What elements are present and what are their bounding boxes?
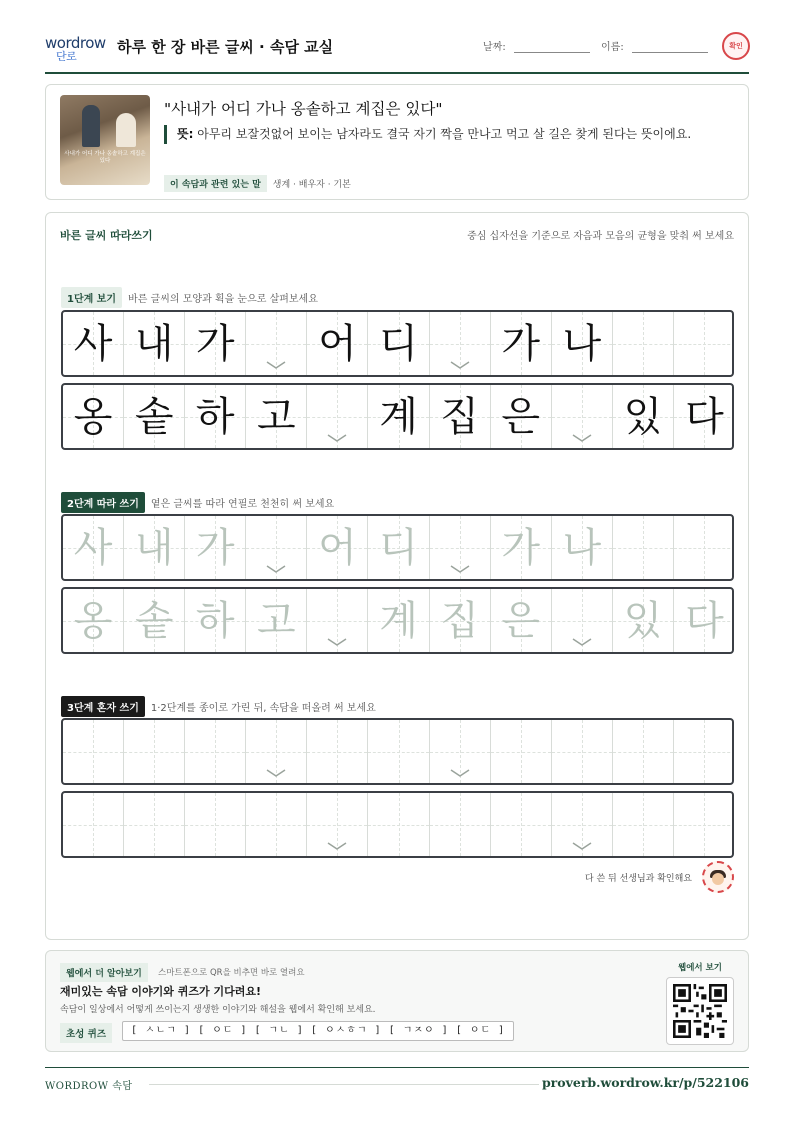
illustration-man [82,105,100,147]
quiz-label: 초성 퀴즈 [60,1023,112,1043]
web-heading: 재미있는 속담 이야기와 퀴즈가 기다려요! [60,985,261,998]
grid-cell[interactable] [430,720,491,783]
grid-cell [124,516,185,579]
grid-cell[interactable] [124,793,185,856]
grid-cell [491,589,552,652]
grid-character: 내 [134,524,174,571]
grid-character: 계 [379,393,418,440]
grid-cell [552,385,613,448]
grid-character: 솥 [134,597,174,644]
grid-character: 나 [562,320,602,367]
grid-cell [552,589,613,652]
name-line[interactable] [632,43,708,53]
grid-cell [674,385,734,448]
grid-character: 사 [73,524,113,571]
grid-cell [613,589,674,652]
grid-character: 집 [440,393,479,440]
meaning-label: 뜻: [177,127,194,141]
grid-cell[interactable] [307,720,368,783]
grid-cell [185,385,246,448]
grid-character: 사 [73,320,113,367]
space-chevron-icon [266,360,286,370]
footer-brand: WORDROW 속담 [45,1081,133,1092]
grid-character: 나 [562,524,602,571]
name-label: 이름: [601,42,624,53]
grid-character: 가 [501,320,541,367]
grid-character: 고 [257,597,296,644]
grid-cell [246,312,307,375]
stamp-face [712,873,724,885]
space-chevron-icon [327,841,347,851]
step3-line2[interactable] [61,791,734,858]
grid-cell[interactable] [246,793,307,856]
grid-character: 옹 [73,393,113,440]
step2-header [61,492,334,513]
grid-cell [63,385,124,448]
grid-cell [185,589,246,652]
grid-character: 있 [623,597,663,644]
space-chevron-icon [327,433,347,443]
date-label: 날짜: [483,42,506,53]
proverb-meaning [164,125,724,144]
qr-label: 웹에서 보기 [678,963,723,973]
grid-cell[interactable] [552,793,613,856]
step3-badge: 3단계 혼자 쓰기 [61,696,145,717]
grid-cell [307,589,368,652]
step3-line1[interactable] [61,718,734,785]
related-words [164,175,351,192]
grid-cell[interactable] [430,793,491,856]
grid-cell [307,385,368,448]
step2-line2[interactable] [61,587,734,654]
grid-cell [552,516,613,579]
grid-cell [307,516,368,579]
step1-line1 [61,310,734,377]
logo-text: wordrow [45,34,106,52]
step2-desc: 옅은 글씨를 따라 연필로 천천히 써 보세요 [150,499,335,510]
grid-cell [368,589,429,652]
grid-cell[interactable] [552,720,613,783]
related-tag: 이 속담과 관련 있는 말 [164,175,267,192]
grid-cell[interactable] [185,793,246,856]
step2-badge: 2단계 따라 쓰기 [61,492,145,513]
grid-character: 솥 [134,393,174,440]
grid-cell[interactable] [491,793,552,856]
grid-character: 가 [195,524,235,571]
step1-header [61,287,318,308]
grid-cell [613,516,674,579]
grid-cell [63,312,124,375]
web-tag-note: 스마트폰으로 QR을 비추면 바로 열려요 [158,968,305,978]
grid-cell [368,312,429,375]
teacher-stamp-icon [702,861,734,893]
grid-character: 고 [257,393,296,440]
illustration-caption: 사내가 어디 가나 옹솥하고 계집은 있다 [64,151,146,164]
date-line[interactable] [514,43,590,53]
related-words-list: 생계 · 배우자 · 기본 [272,180,351,190]
space-chevron-icon [327,637,347,647]
grid-cell[interactable] [368,720,429,783]
space-chevron-icon [572,637,592,647]
proverb-card [45,84,749,200]
grid-cell[interactable] [124,720,185,783]
grid-character: 있 [623,393,663,440]
grid-cell[interactable] [368,793,429,856]
grid-character: 옹 [73,597,113,644]
grid-cell [246,516,307,579]
grid-character: 디 [379,524,418,571]
grid-cell [430,312,491,375]
grid-cell [124,385,185,448]
space-chevron-icon [450,564,470,574]
practice-panel [45,212,749,940]
grid-cell [368,385,429,448]
grid-cell[interactable] [185,720,246,783]
step3-desc: 1·2단계를 종이로 가린 뒤, 속담을 떠올려 써 보세요 [150,703,376,714]
grid-character: 하 [195,393,235,440]
grid-cell [613,312,674,375]
grid-character: 은 [501,393,541,440]
qr-code-graphic [673,984,727,1038]
web-subtext: 속담이 일상에서 어떻게 쓰이는지 생생한 이야기와 해설을 웹에서 확인해 보세요. [60,1005,376,1015]
web-promo [45,950,749,1052]
grid-cell[interactable] [246,720,307,783]
space-chevron-icon [450,768,470,778]
grid-cell [63,516,124,579]
grid-cell [674,589,734,652]
chosung-quiz: [ ㅅㄴㄱ ] [ ㅇㄷ ] [ ㄱㄴ ] [ ㅇㅅㅎㄱ ] [ ㄱㅈㅇ ] [ ㅇㄷ ] [122,1021,514,1041]
meaning-text: 아무리 보잘것없어 보이는 남자라도 결국 자기 짝을 만나고 먹고 살 길은 찾게 된다는 뜻이에요. [197,127,692,141]
grid-character: 다 [685,393,724,440]
logo-korean-text: 단로 [56,50,77,63]
step1-badge: 1단계 보기 [61,287,122,308]
grid-cell [307,312,368,375]
grid-cell [63,589,124,652]
grid-character: 다 [685,597,724,644]
grid-cell [185,516,246,579]
grid-character: 집 [440,597,479,644]
web-tag: 웹에서 더 알아보기 [60,963,148,982]
grid-character: 어 [318,524,357,571]
grid-cell[interactable] [491,720,552,783]
grid-cell[interactable] [613,720,674,783]
grid-cell [552,312,613,375]
grid-character: 은 [501,597,541,644]
grid-cell [674,516,734,579]
grid-cell [430,516,491,579]
practice-title: 바른 글씨 따라쓰기 [60,229,153,242]
grid-cell[interactable] [674,720,734,783]
step1-line2 [61,383,734,450]
grid-character: 가 [501,524,541,571]
space-chevron-icon [450,360,470,370]
practice-hint: 중심 십자선을 기준으로 자음과 모음의 균형을 맞춰 써 보세요 [467,231,734,242]
step2-line1[interactable] [61,514,734,581]
grid-cell [124,589,185,652]
space-chevron-icon [572,841,592,851]
proverb-title: "사내가 어디 가나 옹솥하고 계집은 있다" [164,100,443,118]
proverb-illustration [60,95,150,185]
grid-cell [246,385,307,448]
worksheet-header [45,30,749,74]
wordrow-logo [45,34,106,63]
date-field[interactable] [483,38,590,53]
grid-character: 디 [379,320,418,367]
footer-divider [149,1084,539,1085]
grid-character: 하 [195,597,235,644]
grid-character: 내 [134,320,174,367]
step1-desc: 바른 글씨의 모양과 획을 눈으로 살펴보세요 [128,294,318,305]
grid-cell [368,516,429,579]
footer-url[interactable]: proverb.wordrow.kr/p/522106 [541,1075,749,1090]
grid-cell [613,385,674,448]
grid-cell[interactable] [307,793,368,856]
name-field[interactable] [601,38,708,53]
grid-cell [491,312,552,375]
grid-cell [491,385,552,448]
step3-header [61,696,376,717]
grid-character: 계 [379,597,418,644]
grid-cell [491,516,552,579]
check-stamp-icon: 확인 [722,32,750,60]
grid-character: 어 [318,320,357,367]
grid-cell [430,385,491,448]
page-footer [45,1067,749,1097]
grid-cell [185,312,246,375]
grid-cell [124,312,185,375]
space-chevron-icon [572,433,592,443]
grid-cell [246,589,307,652]
qr-code-icon[interactable] [666,977,734,1045]
grid-character: 가 [195,320,235,367]
grid-cell[interactable] [63,793,124,856]
grid-cell[interactable] [63,720,124,783]
grid-cell [430,589,491,652]
illustration-woman [116,113,136,147]
space-chevron-icon [266,768,286,778]
teacher-check-note: 다 쓴 뒤 선생님과 확인해요 [584,874,692,884]
page-title: 하루 한 장 바른 글씨 · 속담 교실 [117,38,334,56]
grid-cell[interactable] [613,793,674,856]
grid-cell[interactable] [674,793,734,856]
grid-cell [674,312,734,375]
space-chevron-icon [266,564,286,574]
